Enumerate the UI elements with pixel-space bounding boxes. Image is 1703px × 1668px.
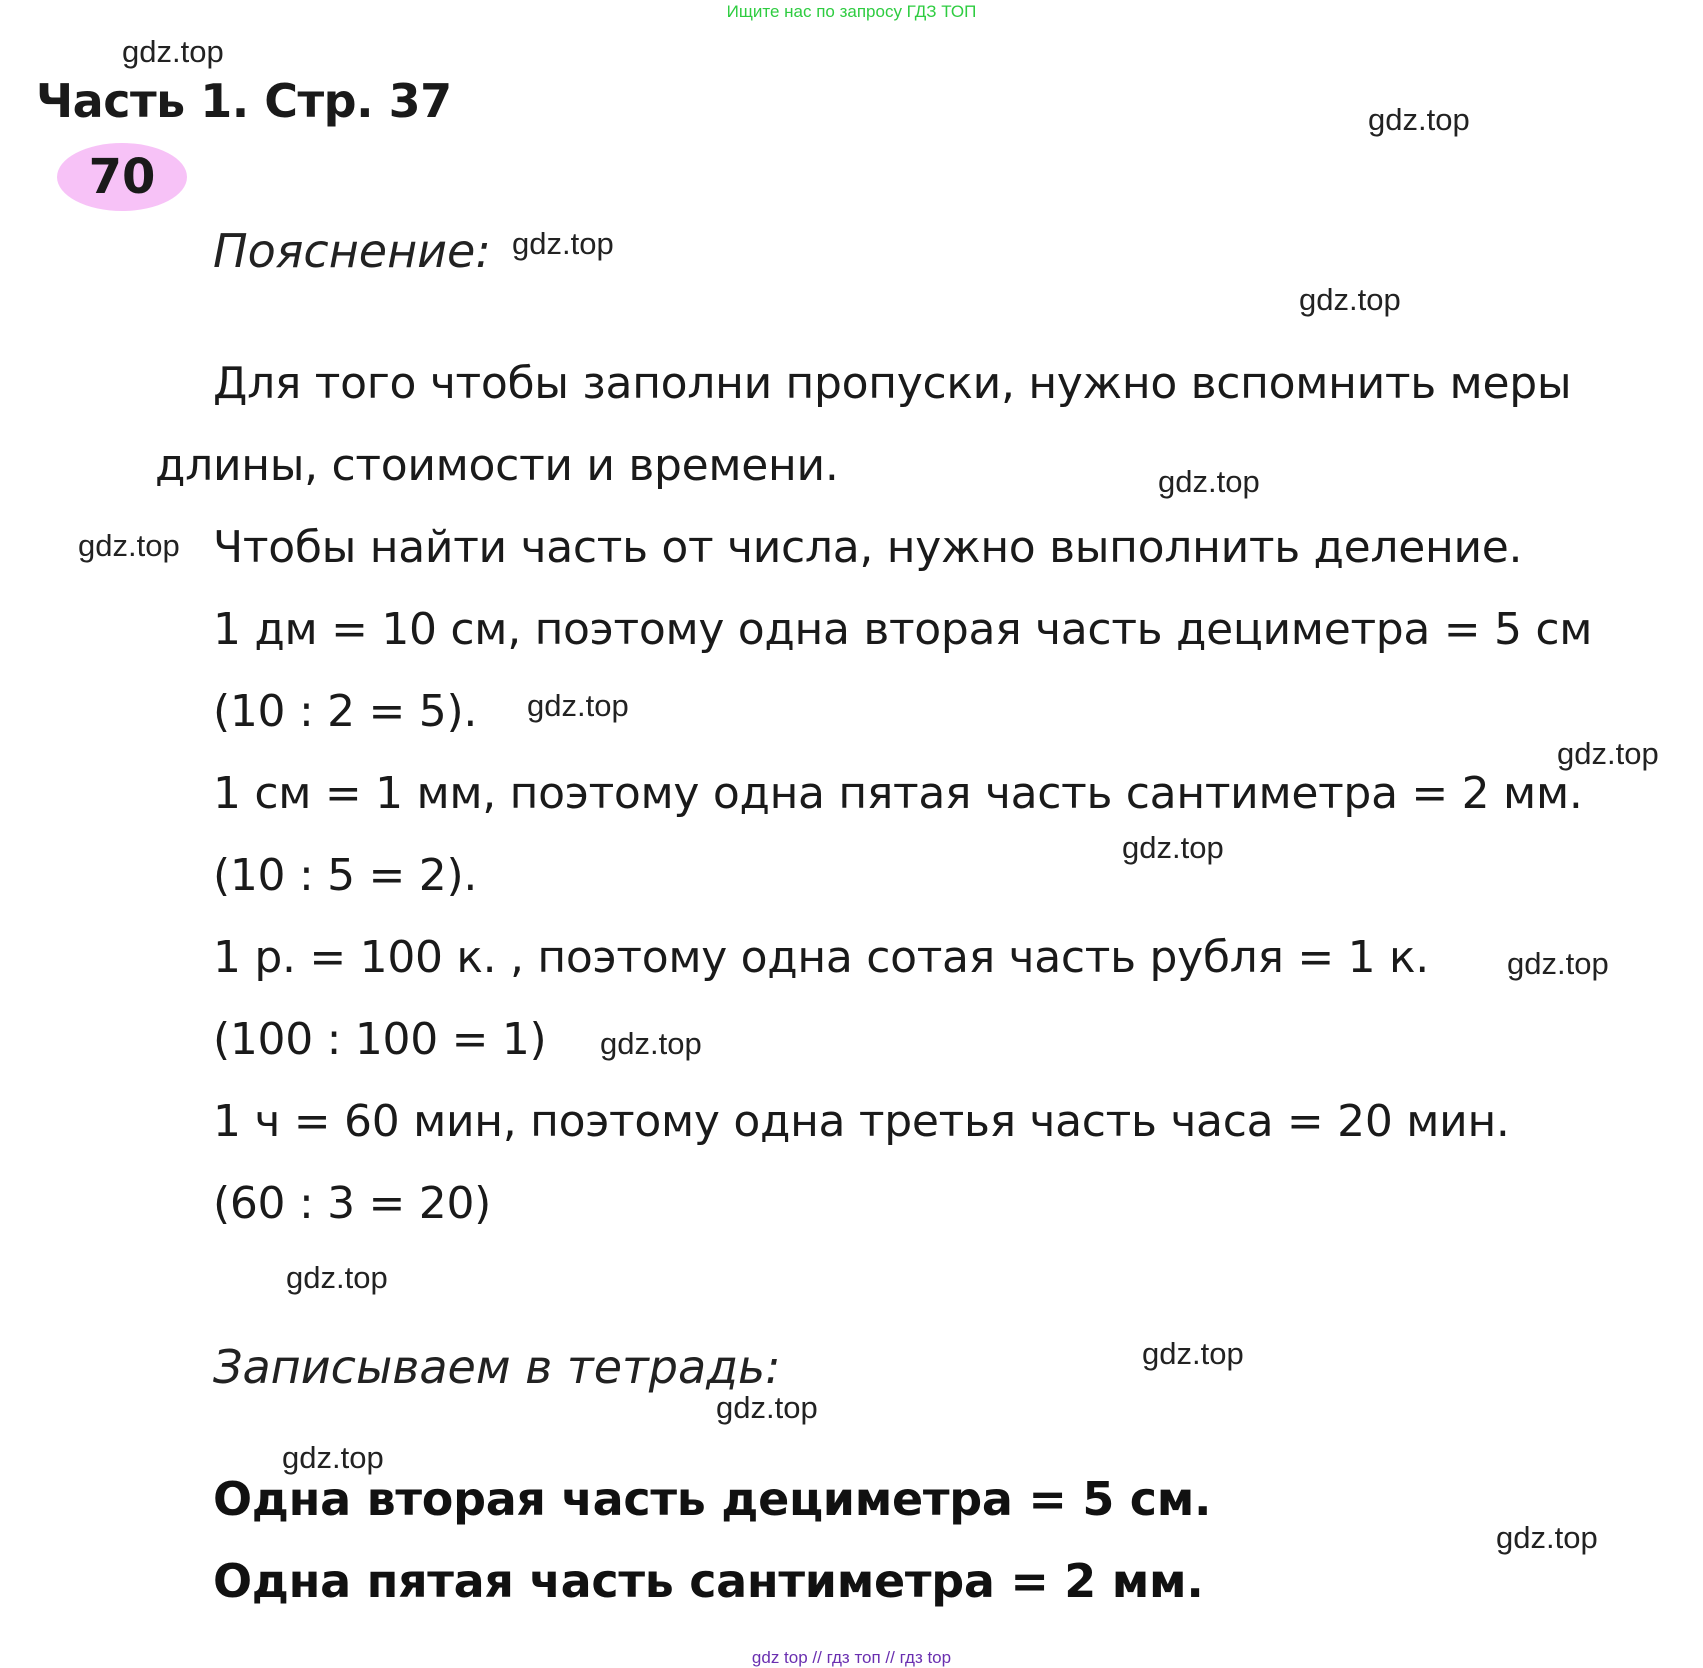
watermark: gdz.top [1368, 102, 1470, 137]
explanation-line: (10 : 2 = 5). [213, 686, 478, 737]
watermark: gdz.top [1158, 464, 1260, 499]
watermark: gdz.top [1299, 282, 1401, 317]
explanation-line: (100 : 100 = 1) [213, 1014, 547, 1065]
task-number-badge: 70 [57, 143, 187, 211]
watermark: gdz.top [122, 34, 224, 69]
watermark: gdz.top [716, 1390, 818, 1425]
watermark: gdz.top [1142, 1336, 1244, 1371]
watermark: gdz.top [1557, 736, 1659, 771]
answer-line: Одна пятая часть сантиметра = 2 мм. [213, 1554, 1204, 1608]
watermark: gdz.top [1496, 1520, 1598, 1555]
watermark: gdz.top [286, 1260, 388, 1295]
watermark: gdz.top [78, 528, 180, 563]
explanation-line: длины, стоимости и времени. [155, 440, 839, 491]
notebook-title: Записываем в тетрадь: [213, 1340, 781, 1394]
explanation-line: Для того чтобы заполни пропуски, нужно вспомнить меры [213, 358, 1572, 409]
explanation-line: 1 р. = 100 к. , поэтому одна сотая часть рубля = 1 к. [213, 932, 1429, 983]
explanation-line: 1 см = 1 мм, поэтому одна пятая часть сантиметра = 2 мм. [213, 768, 1583, 819]
watermark: gdz.top [527, 688, 629, 723]
top-banner: Ищите нас по запросу ГДЗ ТОП [726, 2, 977, 21]
explanation-line: 1 дм = 10 см, поэтому одна вторая часть дециметра = 5 см [213, 604, 1593, 655]
explanation-title: Пояснение: [213, 224, 491, 278]
watermark: gdz.top [600, 1026, 702, 1061]
watermark: gdz.top [1507, 946, 1609, 981]
watermark: gdz.top [282, 1440, 384, 1475]
footer-watermark: gdz top // гдз топ // гдз top [751, 1648, 952, 1667]
watermark: gdz.top [512, 226, 614, 261]
explanation-line: 1 ч = 60 мин, поэтому одна третья часть часа = 20 мин. [213, 1096, 1510, 1147]
answer-line: Одна вторая часть дециметра = 5 см. [213, 1472, 1212, 1526]
explanation-line: Чтобы найти часть от числа, нужно выполнить деление. [213, 522, 1523, 573]
page-title: Часть 1. Стр. 37 [36, 74, 452, 128]
watermark: gdz.top [1122, 830, 1224, 865]
explanation-line: (10 : 5 = 2). [213, 850, 478, 901]
explanation-line: (60 : 3 = 20) [213, 1178, 492, 1229]
